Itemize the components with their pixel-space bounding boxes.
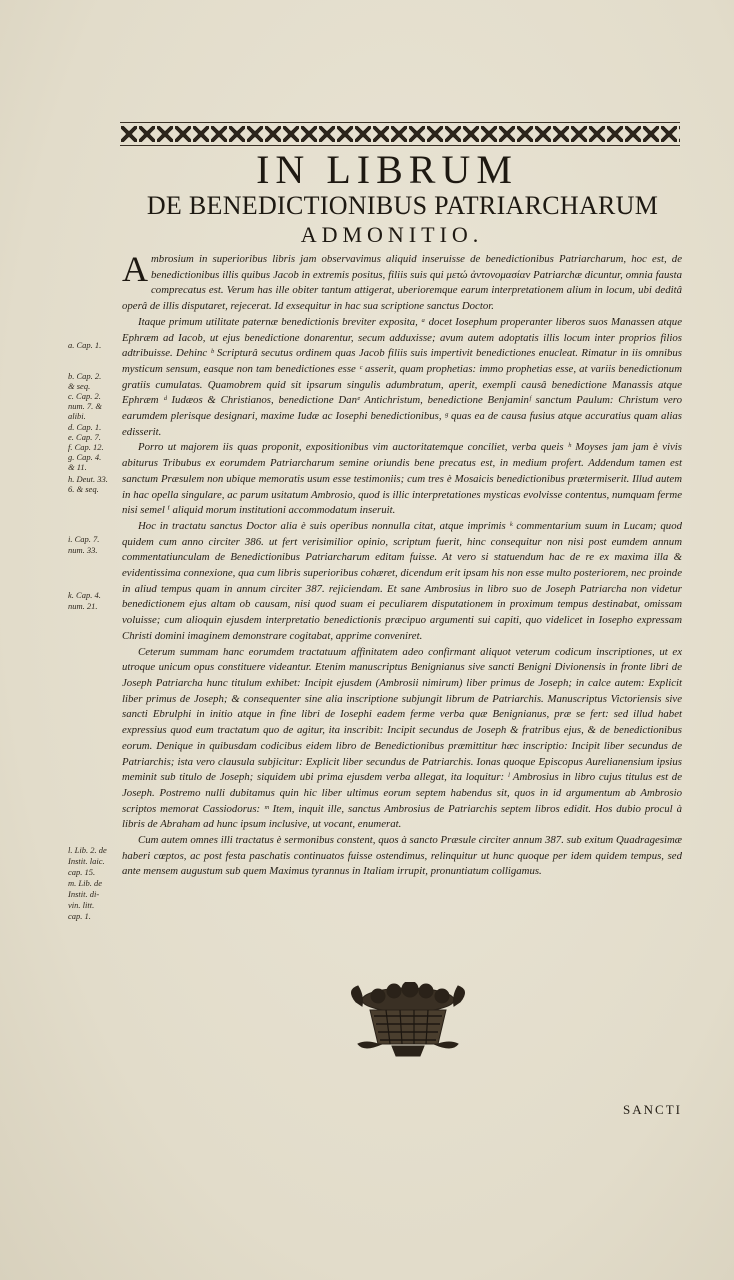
margin-note: num. 7. &: [68, 401, 102, 411]
paragraph: Itaque primum utilitate paternæ benedictionis breviter exposita, ᵃ docet Iosephum properanter liberos suos Manassen atque Ephræm ad Iacob, ut ejus benedictione donarentur, secum adduxisse; avum autem adoptatis illis locum inter proprios filios adtribuisse. Dehinc ᵇ Scripturâ secutus ordinem quas Jacob filiis suis impertivit benedictiones enucleat. Rimatur in iis omnibus mysticum sensum, easque non tam benedictiones esse ᶜ asserit, quam prophetias: immo prophetias esse, at variis benedictionum gratiis cumulatas. Quamobrem quid sit ipsarum singulis adumbratum, aperit, exempli causâ benedictione Manassis atque Ephræm ᵈ Iudæos & Christianos, benedictione Danᵉ Antichristum, benedictione Benjaminᶠ sanctum Paulum: Christum vero earumdem plerisque designari, maxime Iudæ ac Iosephi benedictionibus, ᵍ quas ea de causa fusius atque accuratius quam alias edisserit.: [122, 315, 682, 438]
margin-note: Instit. di-: [68, 889, 100, 899]
margin-note: num. 33.: [68, 545, 98, 555]
fleuron-basket-ornament-icon: [342, 982, 474, 1060]
margin-note: cap. 1.: [68, 911, 91, 921]
margin-note: cap. 15.: [68, 867, 96, 877]
drop-cap: A: [122, 249, 148, 289]
margin-note: g. Cap. 4.: [68, 452, 102, 462]
margin-note: l. Lib. 2. de: [68, 845, 107, 855]
margin-note: vin. litt.: [68, 900, 95, 910]
margin-note: e. Cap. 7.: [68, 432, 101, 442]
margin-note: b. Cap. 2.: [68, 371, 102, 381]
paragraph-text: mbrosium in superioribus libris jam observavimus aliquid inseruisse de benedictionibus Patriarcharum, hoc est, de benedictionibus illis quibus Jacob in extremis positus, filiis suis qui μετώ ἀντονομασίαν Patriarchæ dicuntur, omnia fausta comprecatus est. Verum has ille obiter tantum attigerat, uberioremque earum interpretationem alium in locum, ubi deditâ operâ de illis disputaret, rejecerat. Id exsequitur in hac sua scriptione sanctus Doctor.: [122, 253, 682, 313]
margin-note: k. Cap. 4.: [68, 590, 101, 600]
margin-note: & 11.: [68, 462, 87, 472]
paragraph: Cum autem omnes illi tractatus è sermonibus constent, quos à sancto Præsule circiter annum 387. sub exitum Quadragesimæ haberi cœptos, ac post festa paschatis continuatos fuisse ostendimus, relinquitur ut hunc quoque per idem quidem tempus, sed ante mensem augustum sub quem Maximus tyrannus in Italiam irrupit, pronuntiatum colligamus.: [122, 834, 682, 878]
page-title-line-3: ADMONITIO.: [300, 222, 484, 247]
paragraph: Porro ut majorem iis quas proponit, expositionibus vim auctoritatemque conciliet, verba queis ʰ Moyses jam jam è vivis abiturus Tribubus ex eorumdem Patriarcharum semine oriundis bene precatus est, in medium profert. Addendum tamen est sanctum Præsulem non ubique memoratis usum esse testimoniis; cum tres è Mosaicis benedictionibus prætermiserit. Illud autem in hac opella singulare, ac parum usitatum Ambrosio, quod is illic interpretationes mysticas evolvisse contentus, numquam ferme nisi semel ⁱ aliquid morum institutioni accommodatum inseruit.: [122, 441, 682, 517]
page-title-line-2: DE BENEDICTIONIBUS PATRIARCHARUM: [146, 191, 659, 220]
paragraph: Ceterum summam hanc eorumdem tractatuum affinitatem adeo confirmant aliquot veterum codicum inscriptiones, ut ex utroque unicum opus constituere videantur. Etenim manuscriptus Benignianus sive sancti Benigni Divionensis in fronte libri de Joseph Patriarcha hunc titulum exhibet: Incipit ejusdem (Ambrosii nimirum) liber primus de Joseph; in calce autem: Explicit liber primus de Joseph; & consequenter sine alia inscriptione subjungit librum de Patriarchis. Manuscriptus Victoriensis sive sancti Ebrulphi in initio atque in fine libri de Iosephi eadem ferme verba quæ Benignianus, præ se fert: sed illud habet expressius quod eum tractatum quo de agitur, ita inscribit: Incipit secundus de Joseph & fratribus ejus, & de benedictionibus eorum. Denique in quibusdam codicibus eidem libro de Benedictionibus præmittitur hæc inscriptio: Incipit liber secundus de Patriarchis; ista vero clausula subjicitur: Explicit liber secundus de Patriarchis. Ionas quoque Episcopus Aurelianensium ipsius meminit sub titulo de Joseph; siquidem ubi prima ejusdem verba allegat, ita loquitur: ˡ Ambrosius in libro cujus titulus est de Joseph. Postremo nulli dubitamus quin hic liber ultimus eorum septem habendus sit, quos in id argumentum ab Ambrosio scriptos memorat Cassiodorus: ᵐ Item, inquit ille, sanctus Ambrosius de Patriarchis septem libros edidit. Hos dubio procul à libris de Abraham ad hunc ipsum inclusive, ut vocant, enumerat.: [122, 645, 682, 831]
margin-note: num. 21.: [68, 601, 98, 611]
catchword: SANCTI: [623, 1102, 682, 1117]
margin-note: c. Cap. 2.: [68, 391, 101, 401]
margin-note: d. Cap. 1.: [68, 422, 102, 432]
paragraph: [122, 249, 682, 315]
decorative-headband: [120, 122, 680, 146]
margin-note: 6. & seq.: [68, 484, 99, 494]
paragraph: Hoc in tractatu sanctus Doctor alia è suis operibus nonnulla citat, atque imprimis ᵏ commentarium suum in Lucam; quod quidem cum anno circiter 386. ut fert verisimilior opinio, scriptum fuerit, hinc consequitur non nisi post eumdem annum commentatiunculam de Benedictionibus Patriarcharum editam fuisse. At vero si statuendum hac de re ex maxima illa & evidentissima connexione, qua cum libris superioribus cohæret, dicendum erit ipsam his non esse multo posteriorem, nec proinde in aliud tempus quam in annum circiter 387. rejiciendam. Et sane Ambrosius in libro suo de Joseph Patriarcha non videtur benedictionem ejus altam ob causam, nisi quod suam ei peculiarem disputationem in proximum tempus destinabat, omissam voluisse; cum alioquin ejusdem interpretatio benedictionis præcipuo argumenti sui capiti, quo videlicet in Iosepho expressam Christi domini imaginem demonstrare cogitabat, apprime conveniret.: [122, 519, 682, 642]
margin-note: a. Cap. 1.: [68, 340, 102, 350]
margin-note: i. Cap. 7.: [68, 534, 100, 544]
page-title-line-1: IN LIBRUM: [256, 147, 518, 192]
margin-note: f. Cap. 12.: [68, 442, 104, 452]
margin-note: alibi.: [68, 411, 86, 421]
margin-note: m. Lib. de: [68, 878, 102, 888]
margin-note: Instit. laic.: [68, 856, 105, 866]
main-text: [122, 249, 682, 880]
margin-note: & seq.: [68, 381, 91, 391]
margin-note: h. Deut. 33.: [68, 474, 108, 484]
